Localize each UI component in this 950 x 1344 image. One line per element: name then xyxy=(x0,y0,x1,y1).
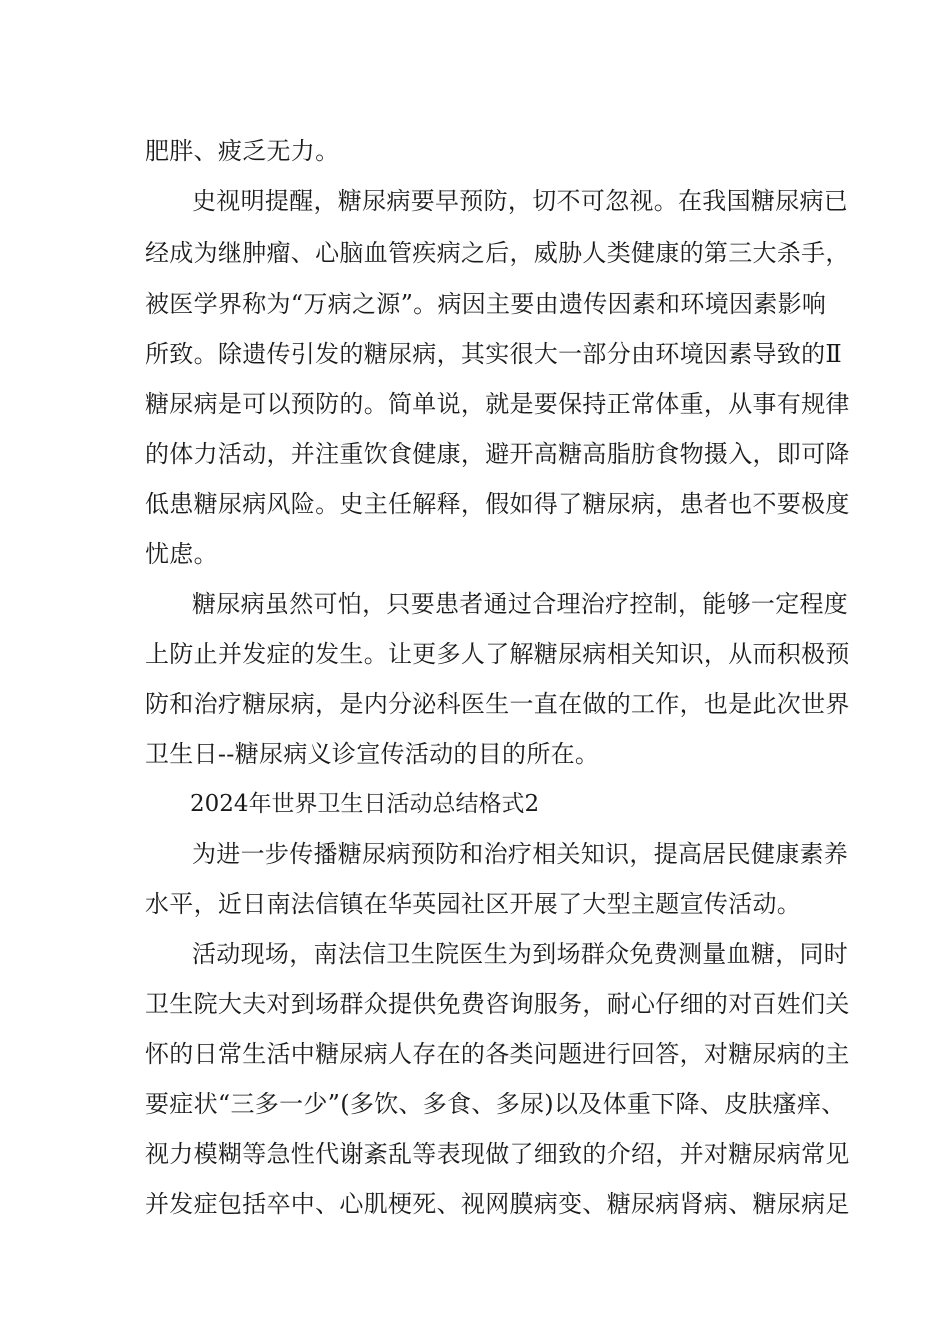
text-line: 糖尿病是可以预防的。简单说，就是要保持正常体重，从事有规律 xyxy=(145,390,850,418)
text-line: 怀的日常生活中糖尿病人存在的各类问题进行回答，对糖尿病的主 xyxy=(145,1040,850,1068)
paragraph-first-line: 活动现场，南法信卫生院医生为到场群众免费测量血糖，同时 xyxy=(192,940,849,968)
text-line: 所致。除遗传引发的糖尿病，其实很大一部分由环境因素导致的Ⅱ xyxy=(145,340,843,368)
text-line: 要症状“三多一少”(多饮、多食、多尿)以及体重下降、皮肤瘙痒、 xyxy=(145,1090,846,1118)
text-line: 并发症包括卒中、心肌梗死、视网膜病变、糖尿病肾病、糖尿病足 xyxy=(145,1190,850,1218)
section-heading: 2024年世界卫生日活动总结格式2 xyxy=(190,791,540,817)
paragraph-first-line: 糖尿病虽然可怕，只要患者通过合理治疗控制，能够一定程度 xyxy=(192,590,849,618)
text-line: 肥胖、疲乏无力。 xyxy=(145,137,340,165)
text-line: 的体力活动，并注重饮食健康，避开高糖高脂肪食物摄入，即可降 xyxy=(145,440,850,468)
text-line: 低患糖尿病风险。史主任解释，假如得了糖尿病，患者也不要极度 xyxy=(145,490,850,518)
text-line: 经成为继肿瘤、心脑血管疾病之后，威胁人类健康的第三大杀手， xyxy=(145,239,850,267)
text-line: 卫生院大夫对到场群众提供免费咨询服务，耐心仔细的对百姓们关 xyxy=(145,990,850,1018)
text-line: 上防止并发症的发生。让更多人了解糖尿病相关知识，从而积极预 xyxy=(145,640,850,668)
text-line: 被医学界称为“万病之源”。病因主要由遗传因素和环境因素影响 xyxy=(145,290,827,318)
paragraph-first-line: 为进一步传播糖尿病预防和治疗相关知识，提高居民健康素养 xyxy=(192,840,849,868)
text-line: 防和治疗糖尿病，是内分泌科医生一直在做的工作，也是此次世界 xyxy=(145,690,850,718)
text-line: 水平，近日南法信镇在华英园社区开展了大型主题宣传活动。 xyxy=(145,890,802,918)
paragraph-first-line: 史视明提醒，糖尿病要早预防，切不可忽视。在我国糖尿病已 xyxy=(192,187,849,215)
text-line: 视力模糊等急性代谢紊乱等表现做了细致的介绍，并对糖尿病常见 xyxy=(145,1140,850,1168)
text-line: 忧虑。 xyxy=(145,540,218,568)
text-line: 卫生日--糖尿病义诊宣传活动的目的所在。 xyxy=(145,740,600,768)
